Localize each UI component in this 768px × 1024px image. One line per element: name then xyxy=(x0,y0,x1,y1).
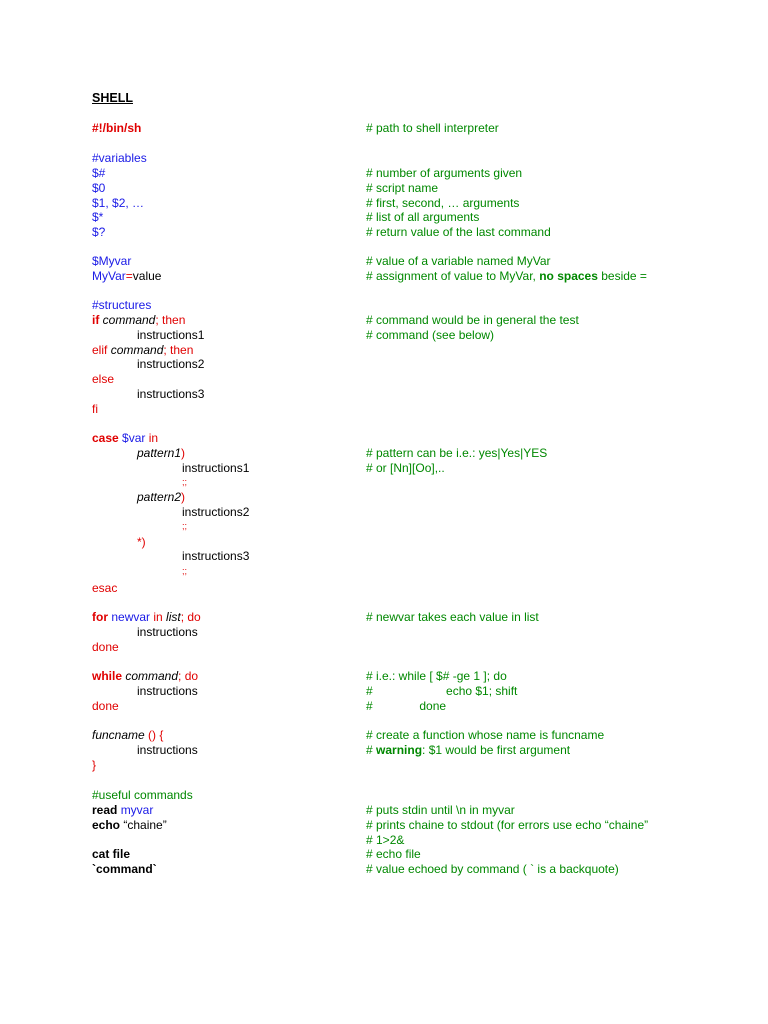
text-run: instructions1 xyxy=(137,328,205,342)
code-line xyxy=(137,357,204,372)
text-run: $var xyxy=(122,431,146,445)
text-run: instructions xyxy=(137,743,198,757)
comment-line xyxy=(366,121,499,136)
text-run: ; do xyxy=(178,669,199,683)
text-run: } xyxy=(92,758,97,772)
code-line xyxy=(92,581,117,596)
text-run: read xyxy=(92,803,121,817)
text-run: : $1 would be first argument xyxy=(422,743,571,757)
comment-line xyxy=(366,181,438,196)
comment-line xyxy=(366,196,519,211)
text-run: while xyxy=(92,669,126,683)
code-line xyxy=(137,535,146,550)
text-run: # script name xyxy=(366,181,439,195)
text-run: # i.e.: while [ $# -ge 1 ]; do xyxy=(366,669,507,683)
code-line xyxy=(92,847,130,862)
text-run: #!/bin/sh xyxy=(92,121,142,135)
comment-line xyxy=(366,269,647,284)
text-run: instructions2 xyxy=(137,357,205,371)
code-line xyxy=(92,269,161,284)
text-run: # or [Nn][Oo],.. xyxy=(366,461,445,475)
text-run: instructions xyxy=(137,625,198,639)
text-run: # value of a variable named MyVar xyxy=(366,254,551,268)
text-run: value xyxy=(132,269,162,283)
code-line xyxy=(92,818,167,833)
text-run: command xyxy=(125,669,179,683)
code-line xyxy=(92,728,163,743)
text-run: instructions3 xyxy=(182,549,250,563)
code-line xyxy=(92,640,119,655)
code-line xyxy=(137,684,198,699)
code-line xyxy=(92,196,144,211)
text-run: $? xyxy=(92,225,106,239)
code-line xyxy=(182,474,187,489)
text-run: ; then xyxy=(155,313,186,327)
text-run: no spaces xyxy=(539,269,598,283)
text-run: list xyxy=(166,610,181,624)
code-line xyxy=(92,121,141,136)
text-run: $Myvar xyxy=(92,254,132,268)
text-run: else xyxy=(92,372,115,386)
code-line xyxy=(92,343,193,358)
comment-line xyxy=(366,803,515,818)
text-run: in xyxy=(145,431,159,445)
text-run: ) xyxy=(181,446,186,460)
text-run: $1, $2, … xyxy=(92,196,145,210)
code-line xyxy=(137,743,198,758)
code-line xyxy=(92,699,119,714)
code-line xyxy=(92,298,151,313)
text-run: funcname xyxy=(92,728,145,742)
text-run: # done xyxy=(366,699,447,713)
text-run: `command` xyxy=(92,862,157,876)
code-line xyxy=(92,610,201,625)
comment-line xyxy=(366,446,547,461)
text-run: case xyxy=(92,431,123,445)
text-run: # echo $1; shift xyxy=(366,684,518,698)
comment-line xyxy=(366,328,494,343)
text-run: done xyxy=(92,699,119,713)
code-line xyxy=(182,549,249,564)
code-line xyxy=(137,328,204,343)
text-run: ;; xyxy=(182,566,188,576)
comment-line xyxy=(366,225,551,240)
text-run: warning xyxy=(376,743,423,757)
code-line xyxy=(182,563,187,578)
code-line xyxy=(92,758,96,773)
text-run: # command (see below) xyxy=(366,328,495,342)
code-line xyxy=(92,803,153,818)
comment-line xyxy=(366,743,570,758)
comment-line xyxy=(366,166,522,181)
text-run: newvar xyxy=(111,610,151,624)
code-line xyxy=(92,166,105,181)
text-run: # puts stdin until \n in myvar xyxy=(366,803,515,817)
code-line xyxy=(137,490,185,505)
code-line xyxy=(92,402,98,417)
text-run: if xyxy=(92,313,103,327)
code-line xyxy=(92,862,157,877)
code-line xyxy=(182,461,249,476)
text-run: command xyxy=(110,343,164,357)
text-run: # newvar takes each value in list xyxy=(366,610,539,624)
code-line xyxy=(92,669,198,684)
text-run: () { xyxy=(144,728,164,742)
comment-line xyxy=(366,833,404,848)
text-run: #variables xyxy=(92,151,147,165)
code-line xyxy=(92,431,158,446)
comment-line xyxy=(366,210,479,225)
text-run: # 1>2& xyxy=(366,833,405,847)
text-run: # list of all arguments xyxy=(366,210,480,224)
text-run: esac xyxy=(92,581,118,595)
code-line xyxy=(92,181,105,196)
text-run: command xyxy=(102,313,156,327)
text-run: # return value of the last command xyxy=(366,225,551,239)
comment-line xyxy=(366,847,421,862)
text-run: # first, second, … arguments xyxy=(366,196,520,210)
text-run: ;; xyxy=(182,477,188,487)
comment-line xyxy=(366,313,579,328)
text-run: instructions3 xyxy=(137,387,205,401)
code-line xyxy=(92,788,193,803)
text-run: pattern1 xyxy=(137,446,182,460)
text-run: ; then xyxy=(163,343,194,357)
text-run: MyVar xyxy=(92,269,126,283)
text-run: beside = xyxy=(597,269,647,283)
text-run: elif xyxy=(92,343,111,357)
text-run: “chaine” xyxy=(123,818,167,832)
code-line xyxy=(137,625,198,640)
text-run: # value echoed by command ( ` is a backquote) xyxy=(366,862,619,876)
text-run: ;; xyxy=(182,521,188,531)
comment-line xyxy=(366,254,551,269)
text-run: #useful commands xyxy=(92,788,193,802)
text-run: instructions2 xyxy=(182,505,250,519)
text-run: $* xyxy=(92,210,104,224)
text-run: # pattern can be i.e.: yes|Yes|YES xyxy=(366,446,548,460)
code-line xyxy=(182,518,187,533)
text-run: instructions1 xyxy=(182,461,250,475)
comment-line xyxy=(366,818,648,833)
text-run: for xyxy=(92,610,112,624)
text-run: done xyxy=(92,640,119,654)
text-run: instructions xyxy=(137,684,198,698)
text-run: fi xyxy=(92,402,98,416)
text-run: # assignment of value to MyVar, xyxy=(366,269,540,283)
code-line xyxy=(92,254,131,269)
code-line xyxy=(92,313,185,328)
text-run: #structures xyxy=(92,298,152,312)
text-run: myvar xyxy=(120,803,154,817)
text-run: ) xyxy=(181,490,186,504)
text-run: pattern2 xyxy=(137,490,182,504)
code-line xyxy=(92,372,114,387)
text-run: echo xyxy=(92,818,124,832)
comment-line xyxy=(366,728,604,743)
text-run: $0 xyxy=(92,181,106,195)
code-line xyxy=(92,225,105,240)
code-line xyxy=(182,505,249,520)
text-run: # number of arguments given xyxy=(366,166,523,180)
text-run: # command would be in general the test xyxy=(366,313,579,327)
text-run: # path to shell interpreter xyxy=(366,121,499,135)
comment-line xyxy=(366,461,445,476)
code-line xyxy=(137,387,204,402)
comment-line xyxy=(366,862,619,877)
text-run: # xyxy=(366,743,377,757)
comment-line xyxy=(366,699,446,714)
comment-line xyxy=(366,669,507,684)
code-line xyxy=(92,151,147,166)
text-run: cat file xyxy=(92,847,131,861)
text-run: $# xyxy=(92,166,106,180)
comment-line xyxy=(366,684,517,699)
text-run: = xyxy=(125,269,133,283)
text-run: # echo file xyxy=(366,847,421,861)
text-run: # prints chaine to stdout (for errors use echo “chaine” xyxy=(366,818,649,832)
text-run: # create a function whose name is funcname xyxy=(366,728,605,742)
page-title: SHELL xyxy=(92,91,133,105)
comment-line xyxy=(366,610,539,625)
code-line xyxy=(137,446,185,461)
text-run: in xyxy=(150,610,167,624)
text-run: ; do xyxy=(180,610,201,624)
code-line xyxy=(92,210,103,225)
text-run: *) xyxy=(137,535,146,549)
